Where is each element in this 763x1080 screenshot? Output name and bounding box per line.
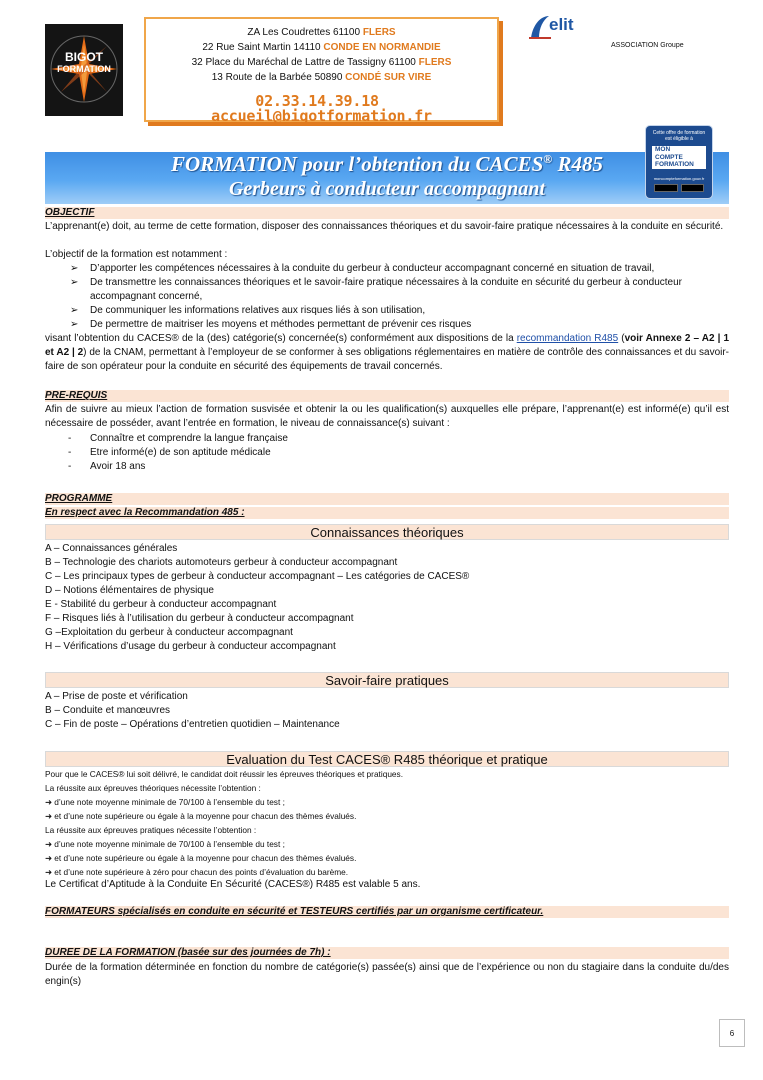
objectif-closing: visant l’obtention du CACES® de la (des) catégorie(s) concernée(s) conformément aux dispositions de la recommandation R485 (voir Annexe 2 – A2 | 1 et A2 | 2) de la CNAM, permettant à l’employeur de se conformer à ses obligations réglementaires en matière de contrôle des connaissances et du savoir-faire de son opérateur pour la conduite en sécurité des équipements de travail concernés. xyxy=(45,333,730,372)
prerequis-item: Connaître et comprendre la langue française xyxy=(90,433,288,444)
phone-number: 02.33.14.39.18 xyxy=(255,92,379,110)
cpf-badge-text: Cette offre de formation est éligible à xyxy=(652,130,706,142)
evaluation-line: La réussite aux épreuves théoriques nécessite l’obtention : xyxy=(45,783,261,793)
elit-logo xyxy=(529,14,593,42)
association-label: ASSOCIATION Groupe xyxy=(611,42,684,49)
elit-logo-text: elit xyxy=(549,15,574,34)
certificate-validity: Le Certificat d’Aptitude à la Conduite En Sécurité (CACES®) R485 est valable 5 ans. xyxy=(45,879,421,890)
bullet-arrow-icon: ➢ xyxy=(70,263,79,274)
objectif-bullet: De transmettre les connaissances théoriques et le savoir-faire pratique nécessaires à la conduite en sécurité du gerbeur à conducteur accompagnant concerné, xyxy=(90,277,682,302)
dash-bullet: - xyxy=(68,433,72,444)
section-objectif-heading: OBJECTIF xyxy=(45,207,729,219)
mon-compte-formation-logo: MON COMPTE FORMATION xyxy=(652,146,706,169)
practice-item: A – Prise de poste et vérification xyxy=(45,691,188,702)
evaluation-line: ➜ d’une note moyenne minimale de 70/100 à l’ensemble du test ; xyxy=(45,797,285,807)
evaluation-title: Evaluation du Test CACES® R485 théorique et pratique xyxy=(45,751,729,767)
section-prerequis-heading: PRE-REQUIS xyxy=(45,390,729,402)
practice-item: B – Conduite et manœuvres xyxy=(45,705,171,716)
theory-item: F – Risques liés à l’utilisation du gerbeur à conducteur accompagnant xyxy=(45,613,354,624)
theory-item: E - Stabilité du gerbeur à conducteur accompagnant xyxy=(45,599,277,610)
theory-item: H – Vérifications d’usage du gerbeur à conducteur accompagnant xyxy=(45,641,336,652)
objectif-intro2: L’objectif de la formation est notamment : xyxy=(45,249,228,260)
duree-text: Durée de la formation déterminée en fonction du nombre de catégorie(s) passée(s) ainsi que de l’expérience ou non du stagiaire dans la conduite du/des engin(s) xyxy=(45,962,729,987)
page-title: FORMATION pour l’obtention du CACES® R485 xyxy=(170,152,603,176)
dash-bullet: - xyxy=(68,461,72,472)
page-number: 6 xyxy=(719,1019,745,1047)
logo-text-top: BIGOT xyxy=(65,50,103,64)
elit-swoosh-icon xyxy=(529,14,551,40)
evaluation-line: ➜ d’une note moyenne minimale de 70/100 à l’ensemble du test ; xyxy=(45,839,285,849)
prerequis-item: Etre informé(e) de son aptitude médicale xyxy=(90,447,271,458)
recommandation-r485-link[interactable]: recommandation R485 xyxy=(516,333,619,344)
objectif-bullet: De communiquer les informations relatives aux risques liés à son utilisation, xyxy=(90,305,426,316)
bullet-arrow-icon: ➢ xyxy=(70,277,79,288)
section-duree-heading: DUREE DE LA FORMATION (basée sur des journées de 7h) : xyxy=(45,947,729,959)
address-line: 22 Rue Saint Martin 14110 CONDE EN NORMANDIE xyxy=(202,42,441,53)
logo-text-bottom: FORMATION xyxy=(57,64,111,74)
cpf-url: moncompteformation.gouv.fr xyxy=(653,176,705,181)
practice-title: Savoir-faire pratiques xyxy=(45,672,729,688)
evaluation-line: ➜ et d’une note supérieure ou égale à la moyenne pour chacun des thèmes évalués. xyxy=(45,811,357,821)
app-store-badges xyxy=(654,184,704,192)
dash-bullet: - xyxy=(68,447,72,458)
prerequis-intro: Afin de suivre au mieux l’action de formation susvisée et obtenir la ou les qualification(s) auxquelles elle prépare, l’apprenant(e) est informé(e) qu’il est nécessaire de posséder, avant l’entrée en formation, le niveau de connaissance(s) suivant : xyxy=(45,404,729,429)
prerequis-item: Avoir 18 ans xyxy=(90,461,146,472)
email-address[interactable]: accueil@bigotformation.fr xyxy=(211,107,432,125)
objectif-bullet: D’apporter les compétences nécessaires à la conduite du gerbeur à conducteur accompagnant concerné en situation de travail, xyxy=(90,263,655,274)
theory-item: C – Les principaux types de gerbeur à conducteur accompagnant – Les catégories de CACES® xyxy=(45,571,470,582)
theory-item: G –Exploitation du gerbeur à conducteur accompagnant xyxy=(45,627,293,638)
practice-item: C – Fin de poste – Opérations d’entretien quotidien – Maintenance xyxy=(45,719,340,730)
section-programme-heading: PROGRAMME xyxy=(45,493,729,505)
page-subtitle: Gerbeurs à conducteur accompagnant xyxy=(228,178,546,200)
theory-item: B – Technologie des chariots automoteurs gerbeur à conducteur accompagnant xyxy=(45,557,398,568)
cpf-badge[interactable] xyxy=(646,126,712,198)
address-box xyxy=(144,17,499,125)
address-line: ZA Les Coudrettes 61100 FLERS xyxy=(247,27,396,38)
theory-title: Connaissances théoriques xyxy=(45,524,729,540)
evaluation-line: La réussite aux épreuves pratiques nécessite l’obtention : xyxy=(45,825,257,835)
bullet-arrow-icon: ➢ xyxy=(70,305,79,316)
evaluation-line: Pour que le CACES® lui soit délivré, le candidat doit réussir les épreuves théoriques et pratiques. xyxy=(45,769,403,779)
objectif-intro: L’apprenant(e) doit, au terme de cette formation, disposer des connaissances théoriques et du savoir-faire pratique nécessaires à la conduite en sécurité. xyxy=(45,221,724,232)
contact-line xyxy=(146,94,497,124)
objectif-bullet: De permettre de maitriser les moyens et méthodes permettant de prévenir ces risques xyxy=(90,319,472,330)
section-formateurs-heading: FORMATEURS spécialisés en conduite en sécurité et TESTEURS certifiés par un organisme certificateur. xyxy=(45,906,729,918)
theory-item: D – Notions élémentaires de physique xyxy=(45,585,214,596)
bigot-formation-logo xyxy=(45,24,123,116)
bullet-arrow-icon: ➢ xyxy=(70,319,79,330)
evaluation-line: ➜ et d’une note supérieure à zéro pour chacun des points d’évaluation du barème. xyxy=(45,867,349,877)
address-line: 32 Place du Maréchal de Lattre de Tassigny 61100 FLERS xyxy=(191,57,452,68)
address-line: 13 Route de la Barbée 50890 CONDÉ SUR VIRE xyxy=(211,72,432,83)
programme-subheading: En respect avec la Recommandation 485 : xyxy=(45,507,729,519)
evaluation-line: ➜ et d’une note supérieure ou égale à la moyenne pour chacun des thèmes évalués. xyxy=(45,853,357,863)
theory-item: A – Connaissances générales xyxy=(45,543,178,554)
